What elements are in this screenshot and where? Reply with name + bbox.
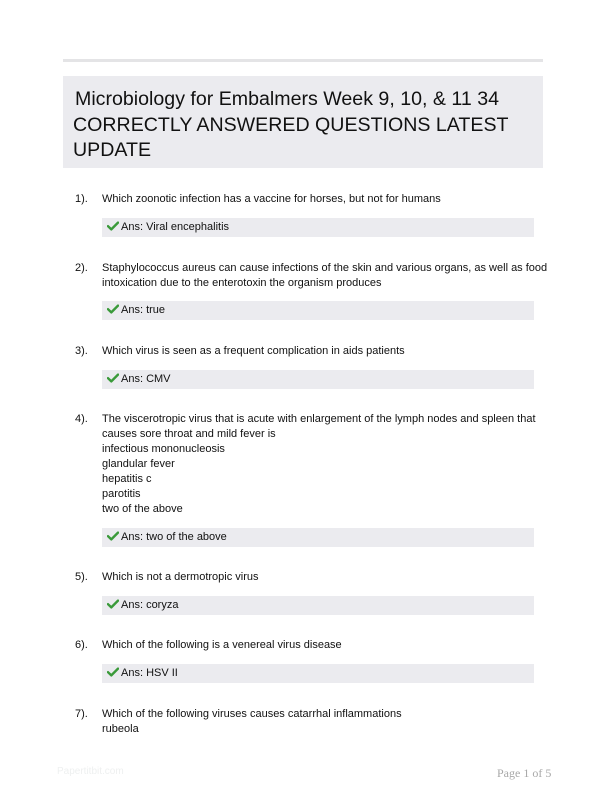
- checkmark-icon: [107, 531, 119, 541]
- question-line: Staphylococcus aureus can cause infections of the skin and various organs, as well as food: [102, 262, 548, 274]
- answer-text: Ans: Viral encephalitis: [121, 221, 230, 233]
- checkmark-icon: [107, 373, 119, 383]
- question-line: Which of the following is a venereal virus disease: [102, 639, 342, 651]
- question-line: Which virus is seen as a frequent complication in aids patients: [102, 345, 405, 357]
- question-text: [102, 261, 552, 291]
- checkmark-icon: [107, 599, 119, 609]
- document-title-box: [63, 76, 543, 168]
- question-line: causes sore throat and mild fever is: [102, 428, 276, 440]
- question-option: hepatitis c: [102, 473, 152, 485]
- title-line-1: Microbiology for Embalmers Week 9, 10, & 11 34: [75, 88, 499, 110]
- question-line: Which is not a dermotropic virus: [102, 571, 259, 583]
- top-rule: [63, 59, 543, 62]
- question-line: intoxication due to the enterotoxin the organism produces: [102, 277, 382, 289]
- question-number: 2).: [75, 262, 88, 274]
- checkmark-icon: [107, 667, 119, 677]
- question-line: The viscerotropic virus that is acute with enlargement of the lymph nodes and spleen that: [102, 413, 536, 425]
- answer-box: [102, 528, 534, 547]
- answer-text: Ans: CMV: [121, 373, 171, 385]
- title-line-2: CORRECTLY ANSWERED QUESTIONS LATEST: [73, 113, 509, 136]
- question-option: infectious mononucleosis: [102, 443, 225, 455]
- question-text: [102, 707, 552, 737]
- question-number: 1).: [75, 193, 88, 205]
- question-option: rubeola: [102, 723, 139, 735]
- answer-text: Ans: coryza: [121, 599, 179, 611]
- answer-box: [102, 664, 534, 683]
- question-option: glandular fever: [102, 458, 175, 470]
- question-option: two of the above: [102, 503, 183, 515]
- answer-text: Ans: HSV II: [121, 667, 178, 679]
- question-text: [102, 344, 552, 359]
- question-text: [102, 638, 552, 653]
- question-line: Which of the following viruses causes catarrhal inflammations: [102, 708, 402, 720]
- checkmark-icon: [107, 221, 119, 231]
- question-number: 3).: [75, 345, 88, 357]
- question-text: [102, 412, 552, 517]
- question-number: 5).: [75, 571, 88, 583]
- answer-box: [102, 218, 534, 237]
- page-indicator: Page 1 of 5: [497, 766, 552, 780]
- answer-text: Ans: true: [121, 304, 166, 316]
- answer-box: [102, 370, 534, 389]
- question-option: parotitis: [102, 488, 141, 500]
- answer-text: Ans: two of the above: [121, 531, 227, 543]
- question-number: 4).: [75, 413, 88, 425]
- title-line-3: UPDATE: [73, 139, 152, 161]
- answer-box: [102, 301, 534, 320]
- question-line: Which zoonotic infection has a vaccine for horses, but not for humans: [102, 193, 441, 205]
- question-number: 7).: [75, 708, 88, 720]
- answer-box: [102, 596, 534, 615]
- question-number: 6).: [75, 639, 88, 651]
- question-text: [102, 570, 552, 585]
- checkmark-icon: [107, 304, 119, 314]
- question-text: [102, 192, 552, 207]
- watermark-text: Papertitbit.com: [57, 766, 124, 777]
